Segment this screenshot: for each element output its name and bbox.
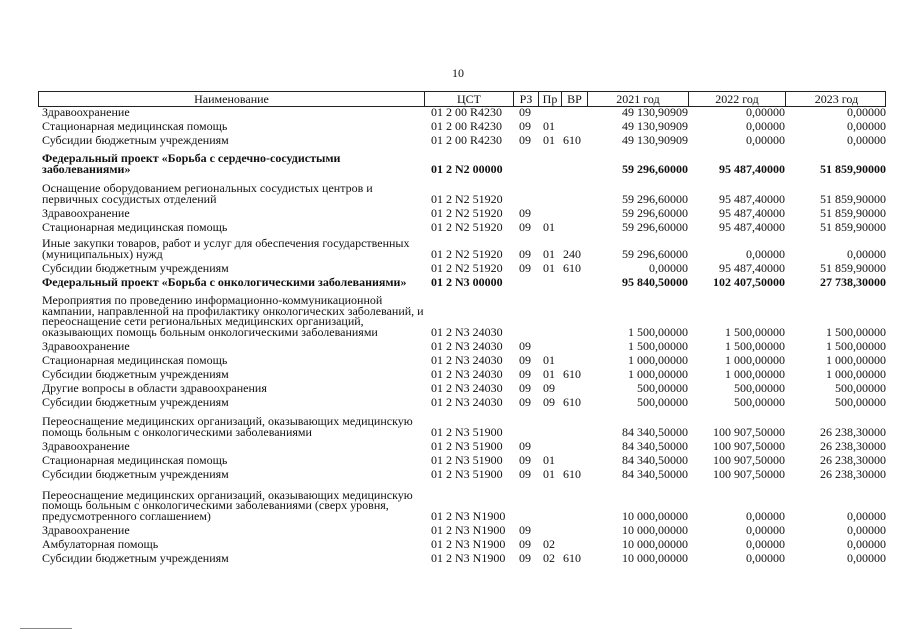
cell-pr: 01 (543, 260, 555, 275)
cell-y3: 51 859,90000 (820, 205, 886, 220)
cell-cst: 01 2 N2 51920 (431, 246, 503, 261)
cell-y2: 0,00000 (746, 536, 785, 551)
cell-pr: 01 (543, 246, 555, 261)
cell-rz: 09 (519, 118, 531, 133)
table-row (38, 353, 886, 365)
cell-cst: 01 2 N3 N1900 (431, 522, 506, 537)
cell-rz: 09 (519, 246, 531, 261)
cell-y1: 10 000,00000 (622, 550, 688, 565)
cell-y2: 0,00000 (746, 246, 785, 261)
cell-y1: 84 340,50000 (622, 438, 688, 453)
cell-pr: 09 (543, 394, 555, 409)
cell-y3: 0,00000 (847, 104, 886, 119)
cell-cst: 01 2 N3 51900 (431, 438, 503, 453)
cell-pr: 01 (543, 352, 555, 367)
cell-rz: 09 (519, 260, 531, 275)
cell-y3: 0,00000 (847, 118, 886, 133)
cell-pr: 02 (543, 550, 555, 565)
cell-y1: 1 000,00000 (628, 366, 688, 381)
cell-y1: 0,00000 (649, 260, 688, 275)
cell-y3: 1 000,00000 (826, 352, 886, 367)
cell-vr: 610 (563, 550, 581, 565)
cell-pr: 01 (543, 452, 555, 467)
cell-vr: 610 (563, 394, 581, 409)
cell-cst: 01 2 N2 00000 (431, 161, 503, 176)
table-row (38, 439, 886, 451)
cell-name: Стационарная медицинская помощь (42, 452, 228, 467)
table-row (38, 235, 886, 259)
cell-name: Здравоохранение (42, 438, 130, 453)
table-row (38, 339, 886, 351)
table-row (38, 206, 886, 218)
table-row (38, 180, 886, 204)
cell-cst: 01 2 N3 51900 (431, 452, 503, 467)
cell-cst: 01 2 00 R4230 (431, 132, 503, 147)
cell-y1: 84 340,50000 (622, 424, 688, 439)
cell-name: Амбулаторная помощь (42, 536, 159, 551)
cell-y2: 0,00000 (746, 132, 785, 147)
cell-y1: 1 500,00000 (628, 338, 688, 353)
cell-pr: 01 (543, 219, 555, 234)
cell-vr: 610 (563, 260, 581, 275)
table-row (38, 133, 886, 145)
cell-y2: 0,00000 (746, 550, 785, 565)
cell-name: Иные закупки товаров, работ и услуг для обеспечения государственных (муниципальных) нужд (42, 236, 410, 261)
header-2022: 2022 год (689, 92, 786, 106)
cell-y3: 0,00000 (847, 550, 886, 565)
cell-cst: 01 2 N2 51920 (431, 260, 503, 275)
cell-rz: 09 (519, 550, 531, 565)
cell-name: Переоснащение медицинских организаций, оказывающих медицинскую помощь больным с онкологическими заболеваниями (сверх уровня, предусмотренного соглашением) (42, 487, 413, 523)
cell-cst: 01 2 N3 51900 (431, 424, 503, 439)
cell-name: Субсидии бюджетным учреждениям (42, 394, 229, 409)
cell-rz: 09 (519, 522, 531, 537)
cell-y2: 102 407,50000 (713, 274, 785, 289)
cell-y3: 26 238,30000 (820, 424, 886, 439)
cell-rz: 09 (519, 338, 531, 353)
cell-rz: 09 (519, 452, 531, 467)
cell-name: Оснащение оборудованием региональных сосудистых центров и первичных сосудистых отделений (42, 181, 373, 206)
cell-y1: 49 130,90909 (622, 118, 688, 133)
cell-cst: 01 2 N3 24030 (431, 366, 503, 381)
cell-pr: 01 (543, 132, 555, 147)
cell-rz: 09 (519, 132, 531, 147)
cell-y1: 49 130,90909 (622, 104, 688, 119)
cell-cst: 01 2 N2 51920 (431, 205, 503, 220)
cell-rz: 09 (519, 438, 531, 453)
cell-y2: 95 487,40000 (719, 260, 785, 275)
cell-name: Федеральный проект «Борьба с онкологическими заболеваниями» (42, 274, 407, 289)
cell-y3: 51 859,90000 (820, 191, 886, 206)
page-number: 10 (452, 66, 464, 80)
cell-y1: 59 296,60000 (622, 191, 688, 206)
cell-y1: 500,00000 (637, 380, 688, 395)
cell-y2: 100 907,50000 (713, 424, 785, 439)
cell-y3: 500,00000 (835, 380, 886, 395)
cell-pr: 01 (543, 366, 555, 381)
cell-y3: 26 238,30000 (820, 452, 886, 467)
cell-rz: 09 (519, 352, 531, 367)
table-row (38, 485, 886, 521)
footnote-separator (20, 628, 72, 629)
cell-y3: 26 238,30000 (820, 438, 886, 453)
cell-name: Мероприятия по проведению информационно-коммуникационной кампании, направленной на профилактику онкологических заболеваний, и переоснащение сети региональных медицинских организаций, оказывающих помощь больным онкологическими заболеваниями (42, 293, 424, 339)
table-row (38, 289, 886, 337)
cell-rz: 09 (519, 466, 531, 481)
cell-y1: 500,00000 (637, 394, 688, 409)
cell-y1: 59 296,60000 (622, 205, 688, 220)
cell-cst: 01 2 N3 51900 (431, 466, 503, 481)
cell-y3: 0,00000 (847, 508, 886, 523)
cell-cst: 01 2 N3 24030 (431, 394, 503, 409)
cell-vr: 610 (563, 132, 581, 147)
cell-name: Субсидии бюджетным учреждениям (42, 132, 229, 147)
cell-y2: 1 500,00000 (725, 338, 785, 353)
header-name: Наименование (39, 92, 425, 106)
cell-cst: 01 2 N3 24030 (431, 380, 503, 395)
cell-y2: 100 907,50000 (713, 452, 785, 467)
cell-y2: 100 907,50000 (713, 438, 785, 453)
cell-y1: 1 500,00000 (628, 324, 688, 339)
cell-y2: 0,00000 (746, 118, 785, 133)
cell-name: Здравоохранение (42, 522, 130, 537)
table-row (38, 413, 886, 437)
table-row (38, 537, 886, 549)
budget-table (38, 91, 886, 565)
cell-y3: 27 738,30000 (820, 274, 886, 289)
table-row (38, 105, 886, 117)
cell-name: Стационарная медицинская помощь (42, 219, 228, 234)
cell-rz: 09 (519, 366, 531, 381)
cell-rz: 09 (519, 205, 531, 220)
header-pr: Пр (539, 92, 562, 106)
cell-name: Субсидии бюджетным учреждениям (42, 366, 229, 381)
table-row (38, 381, 886, 393)
cell-y3: 0,00000 (847, 246, 886, 261)
cell-y2: 95 487,40000 (719, 191, 785, 206)
header-vr: ВР (562, 92, 588, 106)
cell-y3: 51 859,90000 (820, 161, 886, 176)
cell-cst: 01 2 N3 00000 (431, 274, 503, 289)
cell-y3: 1 500,00000 (826, 324, 886, 339)
cell-y2: 500,00000 (734, 394, 785, 409)
cell-cst: 01 2 N2 51920 (431, 219, 503, 234)
table-row (38, 261, 886, 273)
cell-y2: 95 487,40000 (719, 205, 785, 220)
cell-pr: 02 (543, 536, 555, 551)
cell-name: Субсидии бюджетным учреждениям (42, 466, 229, 481)
cell-y1: 10 000,00000 (622, 522, 688, 537)
cell-y2: 0,00000 (746, 522, 785, 537)
cell-rz: 09 (519, 104, 531, 119)
header-2023: 2023 год (814, 92, 859, 106)
cell-name: Здравоохранение (42, 205, 130, 220)
cell-y2: 1 500,00000 (725, 324, 785, 339)
cell-y3: 500,00000 (835, 394, 886, 409)
table-row (38, 395, 886, 407)
cell-y2: 95 487,40000 (719, 161, 785, 176)
cell-rz: 09 (519, 219, 531, 234)
table-row (38, 467, 886, 479)
cell-y2: 100 907,50000 (713, 466, 785, 481)
table-row (38, 367, 886, 379)
table-row (38, 119, 886, 131)
cell-y3: 51 859,90000 (820, 260, 886, 275)
cell-name: Другие вопросы в области здравоохранения (42, 380, 267, 395)
cell-cst: 01 2 N2 51920 (431, 191, 503, 206)
cell-cst: 01 2 N3 N1900 (431, 508, 506, 523)
cell-cst: 01 2 N3 N1900 (431, 550, 506, 565)
cell-y3: 1 000,00000 (826, 366, 886, 381)
cell-y2: 500,00000 (734, 380, 785, 395)
table-row (38, 523, 886, 535)
cell-name: Здравоохранение (42, 338, 130, 353)
cell-name: Субсидии бюджетным учреждениям (42, 260, 229, 275)
cell-name: Здравоохранение (42, 104, 130, 119)
cell-cst: 01 2 00 R4230 (431, 118, 503, 133)
cell-name: Федеральный проект «Борьба с сердечно-сосудистыми заболеваниями» (42, 151, 341, 176)
cell-cst: 01 2 00 R4230 (431, 104, 503, 119)
cell-rz: 09 (519, 380, 531, 395)
cell-vr: 610 (563, 366, 581, 381)
cell-y3: 1 500,00000 (826, 338, 886, 353)
cell-y1: 10 000,00000 (622, 508, 688, 523)
cell-cst: 01 2 N3 24030 (431, 352, 503, 367)
cell-y3: 26 238,30000 (820, 466, 886, 481)
table-row (38, 551, 886, 563)
cell-name: Стационарная медицинская помощь (42, 352, 228, 367)
cell-pr: 09 (543, 380, 555, 395)
cell-cst: 01 2 N3 24030 (431, 324, 503, 339)
header-cst: ЦСТ (425, 92, 514, 106)
cell-rz: 09 (519, 536, 531, 551)
cell-y1: 59 296,60000 (622, 219, 688, 234)
table-row (38, 150, 886, 174)
cell-y2: 1 000,00000 (725, 352, 785, 367)
cell-y1: 1 000,00000 (628, 352, 688, 367)
cell-y3: 0,00000 (847, 132, 886, 147)
cell-y1: 84 340,50000 (622, 452, 688, 467)
cell-cst: 01 2 N3 24030 (431, 338, 503, 353)
cell-y1: 59 296,60000 (622, 246, 688, 261)
cell-y2: 0,00000 (746, 104, 785, 119)
cell-cst: 01 2 N3 N1900 (431, 536, 506, 551)
cell-y3: 0,00000 (847, 522, 886, 537)
cell-y1: 59 296,60000 (622, 161, 688, 176)
cell-y2: 95 487,40000 (719, 219, 785, 234)
cell-y3: 0,00000 (847, 536, 886, 551)
cell-name: Стационарная медицинская помощь (42, 118, 228, 133)
cell-y3: 51 859,90000 (820, 219, 886, 234)
cell-pr: 01 (543, 118, 555, 133)
cell-y1: 10 000,00000 (622, 536, 688, 551)
cell-vr: 610 (563, 466, 581, 481)
table-row (38, 453, 886, 465)
cell-name: Переоснащение медицинских организаций, оказывающих медицинскую помощь больным с онкологическими заболеваниями (42, 414, 413, 439)
table-row (38, 220, 886, 232)
cell-y2: 1 000,00000 (725, 366, 785, 381)
cell-rz: 09 (519, 394, 531, 409)
cell-y1: 95 840,50000 (622, 274, 688, 289)
cell-name: Субсидии бюджетным учреждениям (42, 550, 229, 565)
header-rz: РЗ (514, 92, 539, 106)
cell-y2: 0,00000 (746, 508, 785, 523)
cell-y1: 49 130,90909 (622, 132, 688, 147)
table-row (38, 275, 886, 287)
cell-pr: 01 (543, 466, 555, 481)
cell-y1: 84 340,50000 (622, 466, 688, 481)
cell-vr: 240 (563, 246, 581, 261)
header-2021: 2021 год (588, 92, 689, 106)
